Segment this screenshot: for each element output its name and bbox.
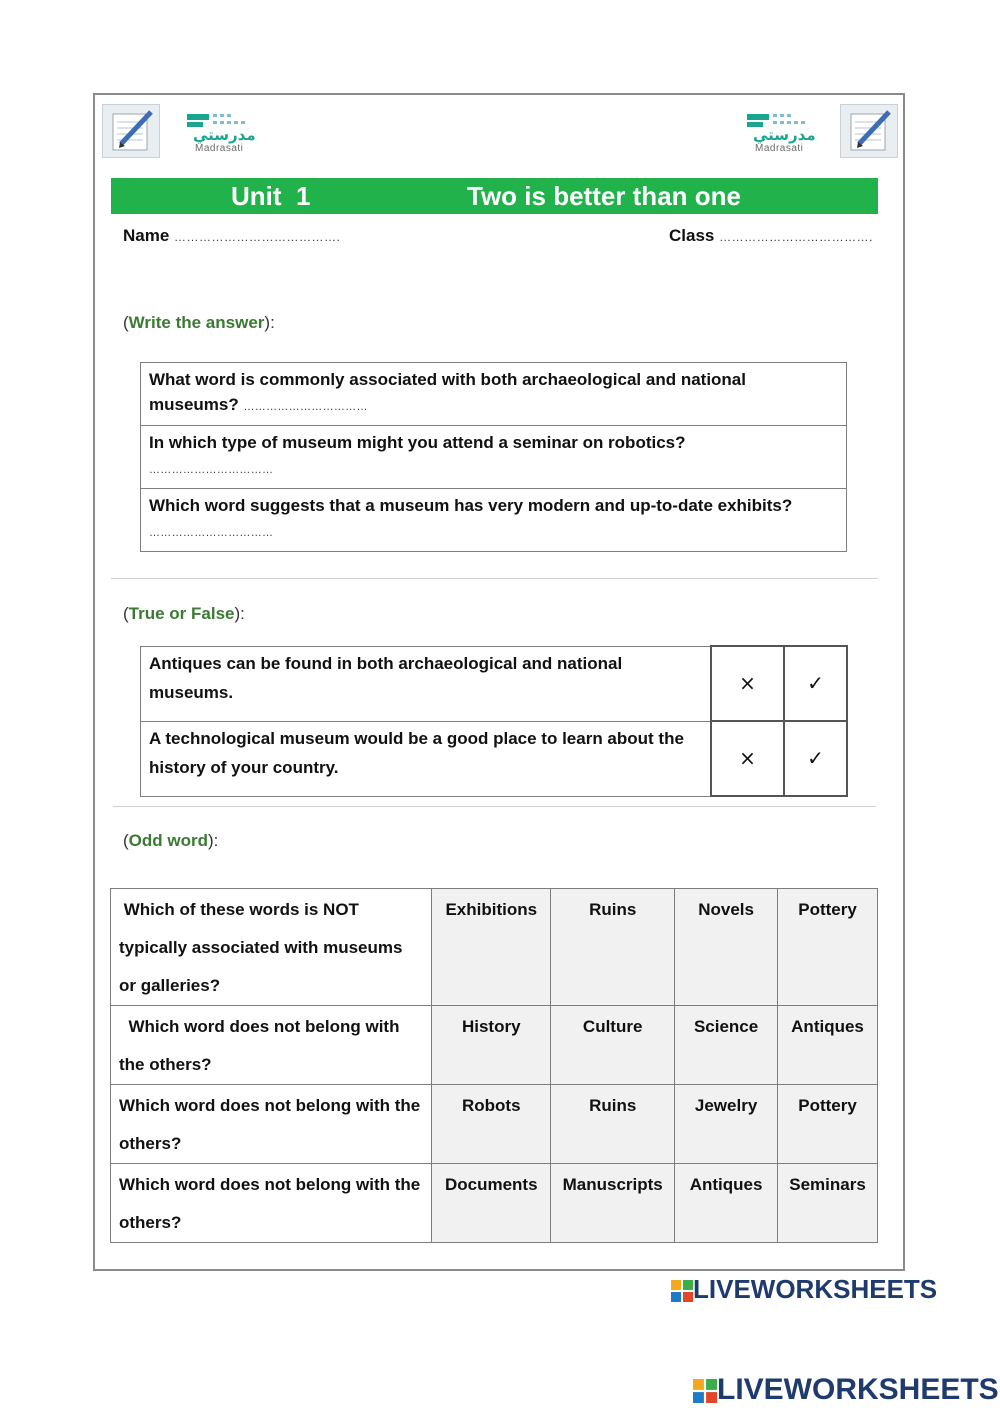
true-false-table bbox=[140, 645, 848, 797]
odd-option[interactable]: Science bbox=[675, 1006, 778, 1085]
odd-option[interactable]: Pottery bbox=[778, 1085, 878, 1164]
write-answer-title: (Write the answer): bbox=[123, 313, 275, 332]
odd-option[interactable]: Documents bbox=[432, 1164, 551, 1243]
odd-question-1: Which of these words is NOT typically associated with museums or galleries? bbox=[111, 889, 432, 1006]
question-1[interactable]: What word is commonly associated with both archaeological and national museums? …………………………… bbox=[141, 363, 847, 426]
write-answer-table bbox=[140, 362, 847, 552]
odd-option[interactable]: Jewelry bbox=[675, 1085, 778, 1164]
unit-label: Unit 1 bbox=[231, 181, 311, 211]
section-divider-2 bbox=[113, 806, 876, 807]
liveworksheets-icon bbox=[671, 1280, 693, 1302]
unit-banner bbox=[111, 178, 878, 214]
name-field[interactable]: Name …………………………………. bbox=[123, 226, 341, 245]
odd-option[interactable]: Manuscripts bbox=[551, 1164, 675, 1243]
false-mark-1[interactable]: × bbox=[711, 646, 784, 721]
odd-question-4: Which word does not belong with the others? bbox=[111, 1164, 432, 1243]
odd-option[interactable]: Antiques bbox=[778, 1006, 878, 1085]
odd-option[interactable]: Seminars bbox=[778, 1164, 878, 1243]
odd-word-table bbox=[110, 888, 878, 1243]
liveworksheets-icon bbox=[693, 1379, 717, 1403]
answer-blank-3: …………………………… bbox=[149, 527, 274, 539]
pencil-icon bbox=[102, 104, 160, 158]
answer-blank-1: …………………………… bbox=[243, 401, 368, 413]
odd-option[interactable]: Culture bbox=[551, 1006, 675, 1085]
question-3[interactable]: Which word suggests that a museum has very modern and up-to-date exhibits? …………………………… bbox=[141, 489, 847, 552]
odd-option[interactable]: Ruins bbox=[551, 889, 675, 1006]
true-mark-1[interactable]: ✓ bbox=[784, 646, 847, 721]
tf-statement-1: Antiques can be found in both archaeological and national museums. bbox=[141, 646, 712, 721]
odd-question-2: Which word does not belong with the others? bbox=[111, 1006, 432, 1085]
odd-option[interactable]: Ruins bbox=[551, 1085, 675, 1164]
madrasati-logo-right: مدرستي Madrasati bbox=[747, 110, 819, 158]
pencil-icon-right bbox=[840, 104, 898, 158]
odd-option[interactable]: Antiques bbox=[675, 1164, 778, 1243]
section-divider bbox=[111, 578, 878, 579]
true-false-title: (True or False): bbox=[123, 604, 245, 623]
odd-question-3: Which word does not belong with the others? bbox=[111, 1085, 432, 1164]
odd-option[interactable]: History bbox=[432, 1006, 551, 1085]
madrasati-logo: مدرستي Madrasati bbox=[187, 110, 259, 158]
odd-option[interactable]: Novels bbox=[675, 889, 778, 1006]
odd-word-title: (Odd word): bbox=[123, 831, 219, 850]
false-mark-2[interactable]: × bbox=[711, 721, 784, 796]
true-mark-2[interactable]: ✓ bbox=[784, 721, 847, 796]
unit-title: Two is better than one bbox=[467, 181, 741, 211]
tf-statement-2: A technological museum would be a good place to learn about the history of your country. bbox=[141, 721, 712, 796]
odd-option[interactable]: Exhibitions bbox=[432, 889, 551, 1006]
liveworksheets-logo-top: LIVEWORKSHEETS bbox=[671, 1274, 937, 1305]
odd-option[interactable]: Robots bbox=[432, 1085, 551, 1164]
odd-option[interactable]: Pottery bbox=[778, 889, 878, 1006]
liveworksheets-logo-bottom: LIVEWORKSHEETS bbox=[693, 1373, 999, 1407]
question-2[interactable]: In which type of museum might you attend a seminar on robotics? …………………………… bbox=[141, 426, 847, 489]
answer-blank-2: …………………………… bbox=[149, 464, 274, 476]
class-field[interactable]: Class ………………………………. bbox=[669, 226, 873, 245]
